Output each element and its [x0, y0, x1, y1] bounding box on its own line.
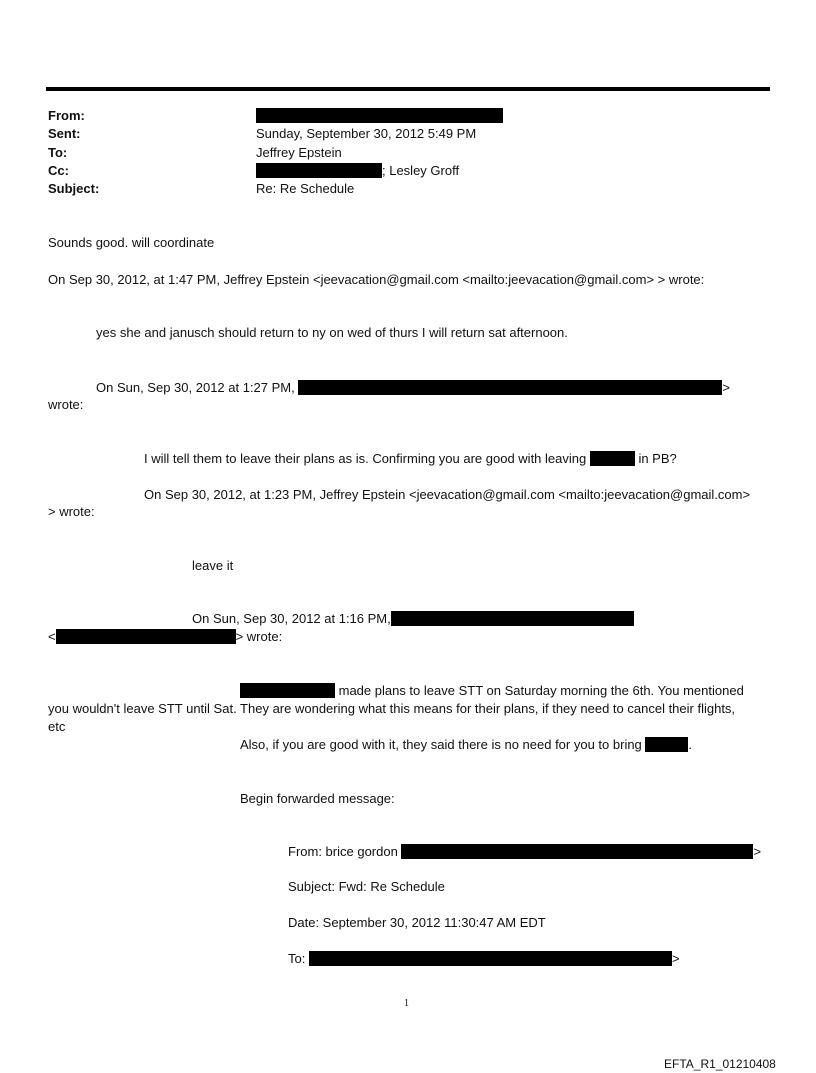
fwd-from-gt: >: [753, 844, 762, 859]
redaction-box: [590, 451, 635, 466]
to-value: Jeffrey Epstein: [256, 145, 342, 160]
fwd-to: [288, 951, 680, 967]
from-value: [256, 108, 503, 124]
quote-header-1: On Sep 30, 2012, at 1:47 PM, Jeffrey Epstein <jeevacation@gmail.com <mailto:jeevacation@gmail.com> > wrote:: [48, 272, 705, 287]
quote-header-2-wrote: wrote:: [48, 397, 84, 412]
cc-text: ; Lesley Groff: [382, 163, 460, 178]
forwarded-label: Begin forwarded message:: [240, 791, 395, 806]
quote-header-4-text: On Sun, Sep 30, 2012 at 1:16 PM,: [192, 611, 391, 626]
cc-label: Cc:: [48, 163, 69, 178]
fwd-to-gt: >: [671, 951, 680, 966]
quote-text-3: leave it: [192, 558, 234, 573]
redaction-box: [298, 380, 722, 395]
cc-value: [256, 163, 459, 179]
quote-header-4-wrote: [48, 629, 282, 645]
redaction-box: [401, 844, 753, 859]
redaction-box: [645, 737, 688, 752]
quote-text-2: [144, 451, 677, 467]
document-id: EFTA_R1_01210408: [664, 1057, 776, 1071]
quote-header-3-wrote: > wrote:: [48, 504, 95, 519]
quote-header-2: [96, 380, 730, 396]
fwd-date: Date: September 30, 2012 11:30:47 AM EDT: [288, 915, 546, 930]
quote-text-1: yes she and janusch should return to ny on wed of thurs I will return sat afternoon.: [96, 325, 568, 340]
subject-value: Re: Re Schedule: [256, 181, 355, 196]
redaction-box: [309, 951, 672, 966]
header-rule: [46, 87, 770, 91]
subject-label: Subject:: [48, 181, 100, 196]
reply-text: Sounds good. will coordinate: [48, 235, 215, 250]
quote-text-4b: you wouldn't leave STT until Sat. They are wondering what this means for their plans, if they need to cancel their flights,: [48, 701, 736, 716]
quote-header-4-wrote-text: > wrote:: [235, 629, 283, 644]
redaction-box: [240, 683, 335, 698]
quote-header-2-gt: >: [722, 380, 730, 395]
quote-text-4a: [240, 683, 744, 699]
quote-header-4: [192, 611, 634, 627]
to-label: To:: [48, 145, 68, 160]
redaction-box: [56, 629, 236, 644]
sent-label: Sent:: [48, 126, 81, 141]
redaction-box: [256, 108, 503, 123]
quote-text-5a: Also, if you are good with it, they said there is no need for you to bring: [240, 737, 646, 752]
redaction-box: [391, 611, 634, 626]
quote-text-4a-text: made plans to leave STT on Saturday morning the 6th. You mentioned: [335, 683, 744, 698]
quote-header-4-lt: <: [48, 629, 56, 644]
fwd-to-text: To:: [288, 951, 309, 966]
sent-value: Sunday, September 30, 2012 5:49 PM: [256, 126, 477, 141]
page-number: 1: [404, 998, 409, 1009]
redaction-box: [256, 163, 382, 178]
quote-text-2a: I will tell them to leave their plans as is. Confirming you are good with leaving: [144, 451, 590, 466]
from-label: From:: [48, 108, 85, 123]
fwd-subject: Subject: Fwd: Re Schedule: [288, 879, 445, 894]
quote-text-2b: in PB?: [634, 451, 677, 466]
quote-text-5b: .: [688, 737, 693, 752]
fwd-from-text: From: brice gordon: [288, 844, 402, 859]
quote-text-5: [240, 737, 692, 753]
quote-header-2-text: On Sun, Sep 30, 2012 at 1:27 PM,: [96, 380, 299, 395]
quote-text-4c: etc: [48, 719, 66, 734]
fwd-from: [288, 844, 761, 860]
quote-header-3: On Sep 30, 2012, at 1:23 PM, Jeffrey Epstein <jeevacation@gmail.com <mailto:jeevacation@gmail.com>: [144, 487, 751, 502]
